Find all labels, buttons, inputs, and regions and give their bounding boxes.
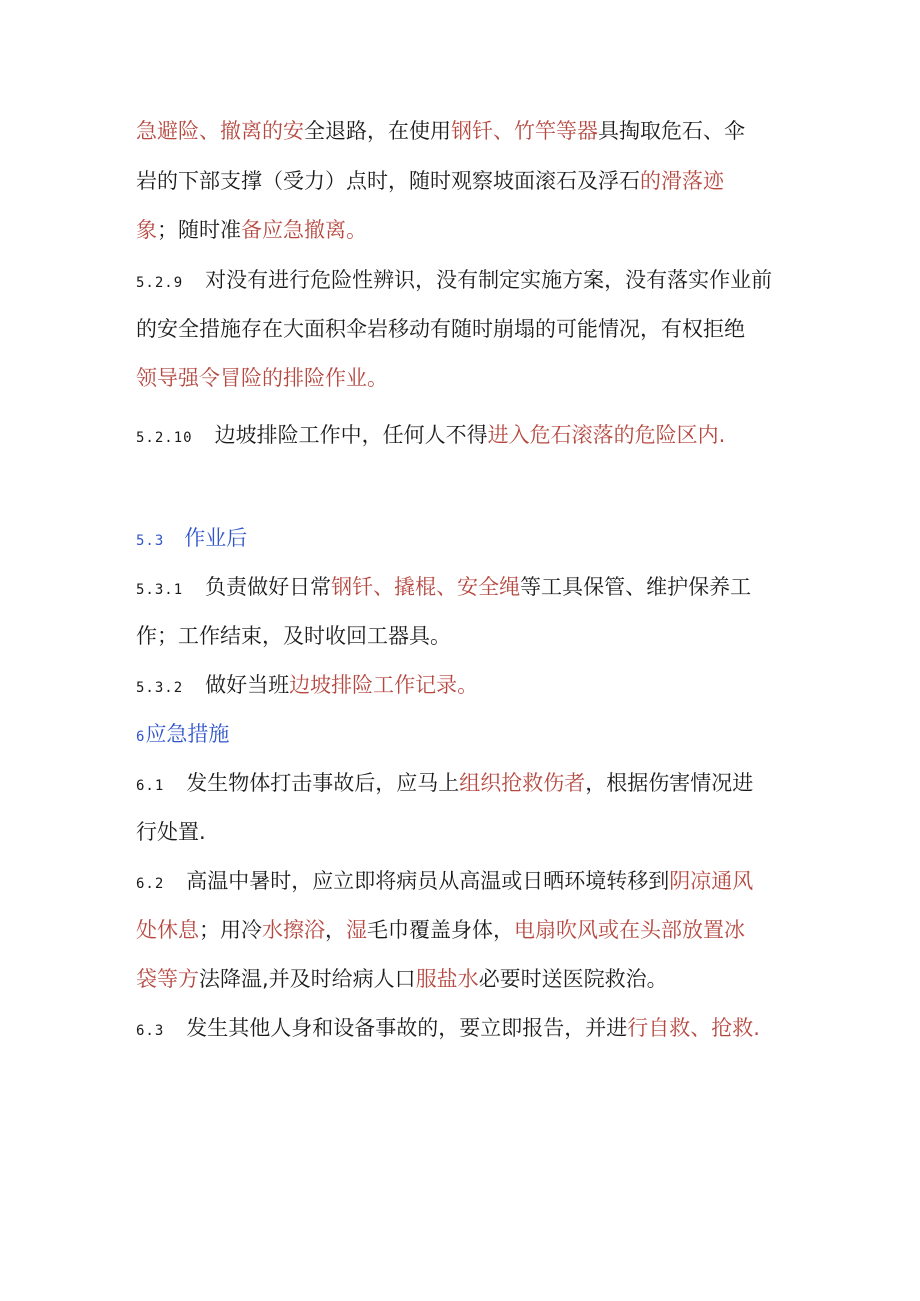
body-text: 高温中暑时，应立即将病员从高温或日晒环境转移到 <box>186 869 670 893</box>
clause-number: 6 <box>136 729 146 745</box>
section-heading-text: 应急措施 <box>145 722 230 746</box>
highlighted-text: 袋等方 <box>136 967 199 991</box>
highlighted-text: 令冒险的排险作业。 <box>199 366 388 390</box>
body-text: 发生其他人身和设备事故的，要立即报告，并进 <box>186 1016 628 1040</box>
body-text: ；用冷 <box>199 918 262 942</box>
highlighted-text: 象 <box>136 218 157 242</box>
body-text: ，根据伤害情况进 <box>585 771 754 795</box>
highlighted-text: 阴凉通风 <box>669 869 754 893</box>
clause-number: 5.3 <box>136 533 165 549</box>
text-line-16 <box>136 915 745 945</box>
clause-number: 6.2 <box>136 876 165 892</box>
body-text: 岩的下部支撑（受力）点时，随时观察坡面滚石及浮石 <box>136 169 640 193</box>
clause-number: 6.1 <box>136 778 165 794</box>
text-line-10 <box>136 621 451 651</box>
text-line-14 <box>136 817 206 847</box>
text-line-6 <box>136 363 388 393</box>
text-line-17 <box>136 964 668 994</box>
body-text: 行处置. <box>136 820 206 844</box>
clause-5-3-2 <box>136 670 478 700</box>
body-text: 的安全措施存在大面积伞岩移动有随时崩塌的可能情况，有权拒绝 <box>136 317 745 341</box>
body-text: 毛巾覆盖身体， <box>367 918 514 942</box>
body-text: 作；工作结束，及时收回工器具。 <box>136 624 451 648</box>
highlighted-text: 的滑落迹 <box>640 169 724 193</box>
body-text: 等工具保管、维护保养工 <box>520 575 752 599</box>
highlighted-text: 备应急撤离。 <box>241 218 367 242</box>
clause-5-2-10 <box>136 420 725 450</box>
highlighted-text: 湿 <box>346 918 367 942</box>
highlighted-text: 行自救、抢救. <box>627 1016 760 1040</box>
body-text: 全退路，在使用 <box>304 119 451 143</box>
clause-number: 5.2.9 <box>136 275 184 291</box>
clause-5-3-1 <box>136 572 751 602</box>
clause-6-1 <box>136 768 753 798</box>
clause-number: 5.3.1 <box>136 582 184 598</box>
body-text: 法降温,并及时给病人口 <box>199 967 416 991</box>
highlighted-text: 钢钎、竹竿等器 <box>451 119 598 143</box>
highlighted-text: 处休息 <box>136 918 199 942</box>
highlighted-text: 组织抢救伤者 <box>459 771 586 795</box>
section-heading-text: 作业后 <box>184 526 248 550</box>
text-line-5 <box>136 314 745 344</box>
section-heading-5-3 <box>136 523 247 553</box>
body-text: 做好当班 <box>205 673 290 697</box>
clause-5-2-9 <box>136 265 772 295</box>
clause-6-3 <box>136 1013 760 1043</box>
highlighted-text: 边坡排险工作记录。 <box>289 673 479 697</box>
highlighted-text: 领导强 <box>136 366 199 390</box>
body-text: 发生物体打击事故后，应马上 <box>186 771 460 795</box>
body-text: 对没有进行危险性辨识，没有制定实施方案，没有落实作业前 <box>205 268 773 292</box>
body-text: 边坡排险工作中，任何人不得 <box>214 423 488 447</box>
body-text: ， <box>325 918 346 942</box>
highlighted-text: 急避险、撤离的安 <box>136 119 304 143</box>
highlighted-text: 水擦浴 <box>262 918 325 942</box>
body-text: 负责做好日常 <box>205 575 332 599</box>
highlighted-text: 进入危石滚落的危险区内. <box>487 423 726 447</box>
highlighted-text: 钢钎、撬棍、安全绳 <box>331 575 521 599</box>
highlighted-text: 服盐水 <box>415 967 479 991</box>
body-text: 具掏取危石、伞 <box>598 119 745 143</box>
body-text: ；随时准 <box>157 218 241 242</box>
clause-number: 5.2.10 <box>136 430 193 446</box>
section-heading-6 <box>136 719 229 749</box>
text-line-3 <box>136 215 367 245</box>
body-text: 必要时送医院救治。 <box>478 967 668 991</box>
text-line-2 <box>136 166 724 196</box>
clause-number: 6.3 <box>136 1023 165 1039</box>
clause-6-2 <box>136 866 753 896</box>
highlighted-text: 电扇吹风或在头部放置冰 <box>514 918 745 942</box>
clause-number: 5.3.2 <box>136 680 184 696</box>
text-line-1 <box>136 116 745 146</box>
